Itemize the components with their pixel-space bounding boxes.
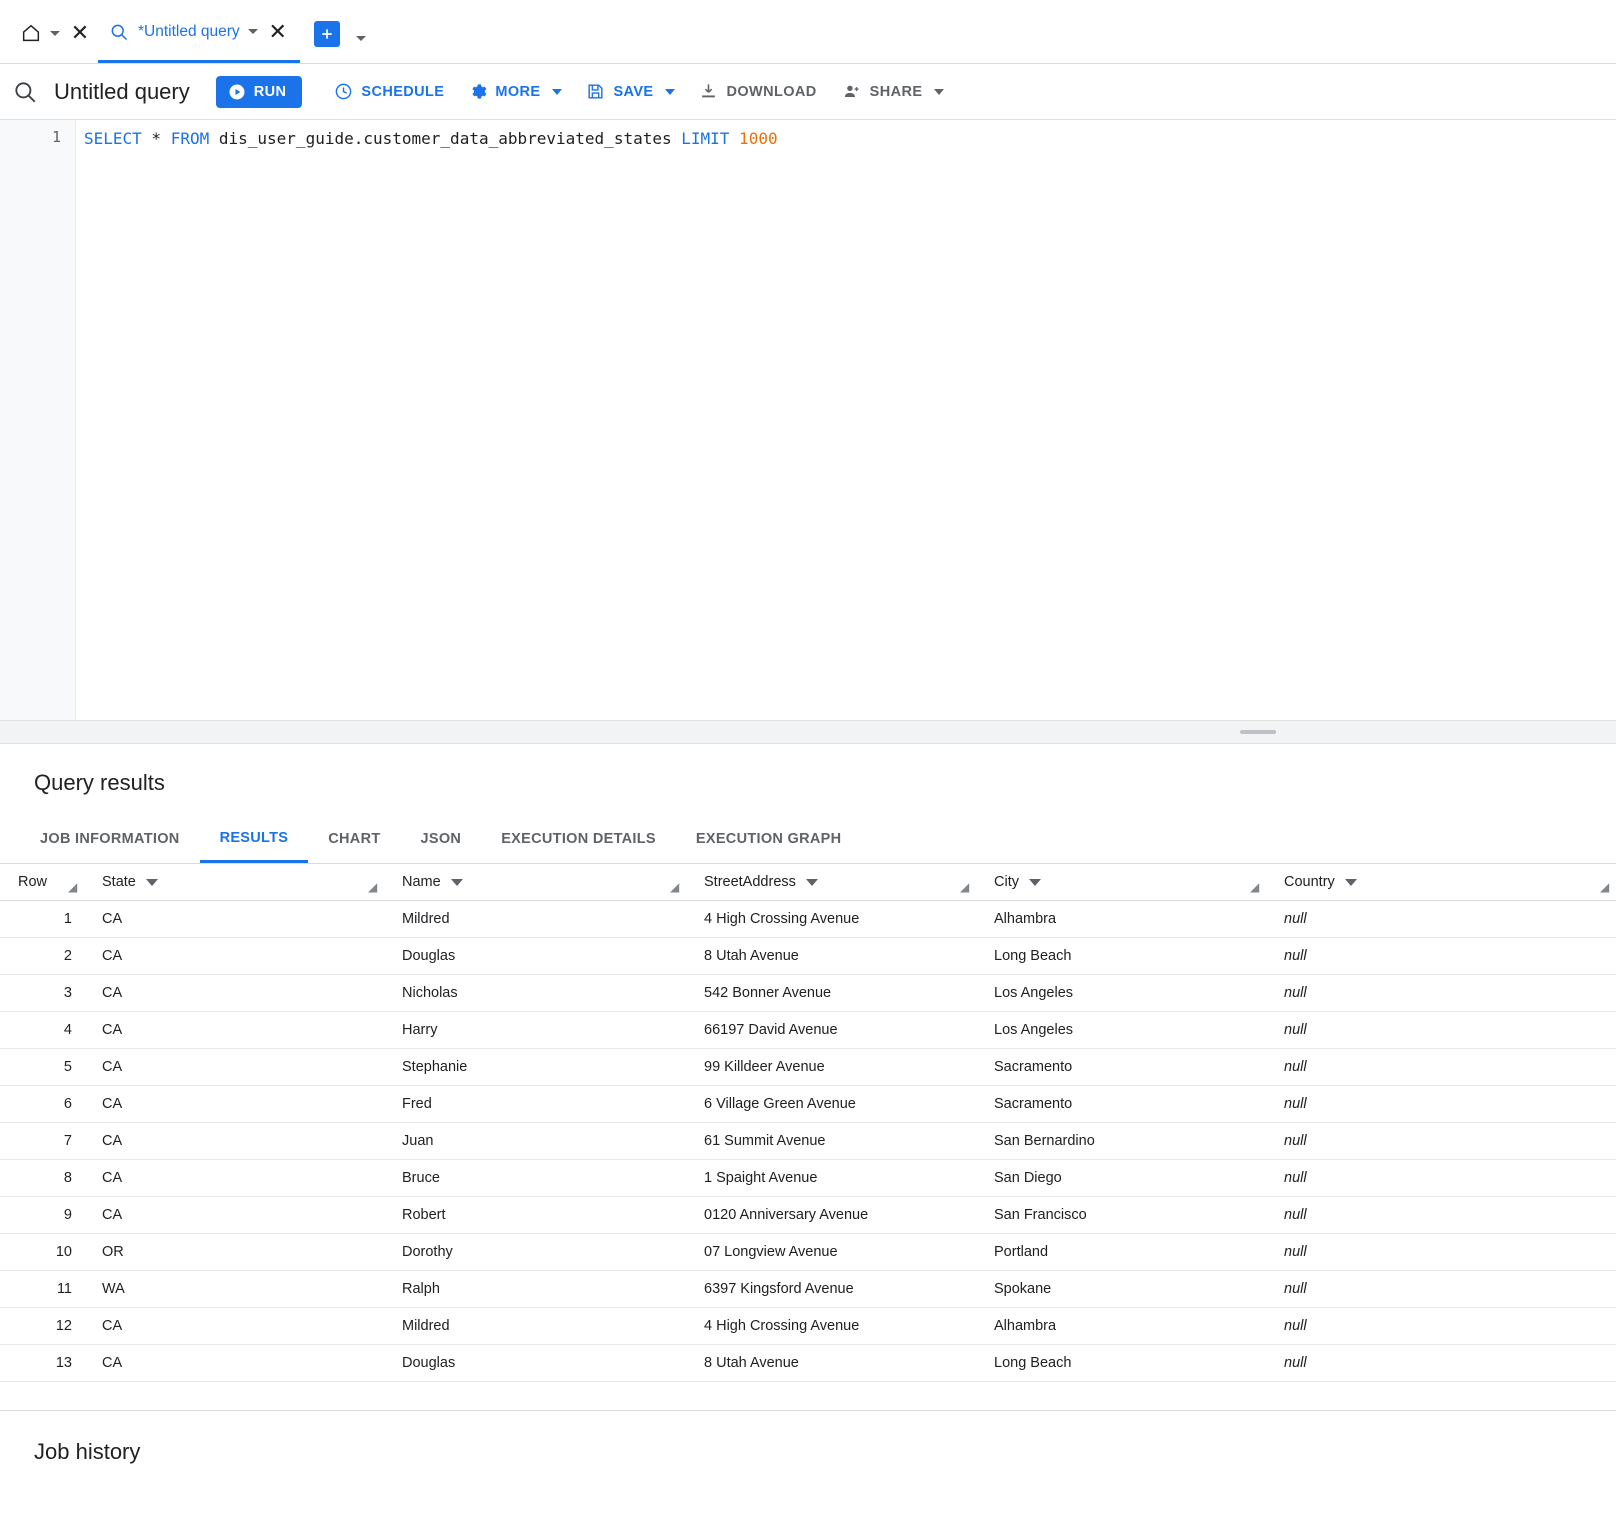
cell-name: Ralph [384, 1271, 686, 1308]
table-row[interactable] [0, 1086, 1616, 1123]
cell-streetaddress: 66197 David Avenue [686, 1012, 976, 1049]
column-header-country-label: Country [1284, 874, 1335, 890]
line-number: 1 [51, 128, 61, 146]
cell-name: Harry [384, 1012, 686, 1049]
schedule-button[interactable] [322, 74, 456, 110]
cell-streetaddress: 99 Killdeer Avenue [686, 1049, 976, 1086]
tab-results[interactable]: RESULTS [200, 815, 309, 863]
cell-name: Mildred [384, 1308, 686, 1345]
editor-line-numbers [0, 120, 76, 720]
page-title: Untitled query [54, 78, 190, 104]
column-header-city[interactable] [976, 864, 1266, 901]
cell-city: San Francisco [976, 1197, 1266, 1234]
tab-job-information[interactable]: JOB INFORMATION [40, 831, 180, 847]
cell-streetaddress: 4 High Crossing Avenue [686, 1308, 976, 1345]
cell-streetaddress: 0120 Anniversary Avenue [686, 1197, 976, 1234]
tab-home[interactable] [8, 3, 98, 63]
sort-caret-icon-state[interactable] [146, 879, 158, 886]
cell-city: Long Beach [976, 938, 1266, 975]
cell-city: Sacramento [976, 1049, 1266, 1086]
cell-row: 11 [0, 1271, 84, 1308]
cell-row: 2 [0, 938, 84, 975]
splitter-handle[interactable] [1240, 730, 1276, 734]
table-row[interactable] [0, 1234, 1616, 1271]
cell-row: 8 [0, 1160, 84, 1197]
cell-streetaddress: 6397 Kingsford Avenue [686, 1271, 976, 1308]
cell-country: null [1266, 1345, 1616, 1382]
cell-country: null [1266, 1308, 1616, 1345]
tab-execution-details[interactable]: EXECUTION DETAILS [501, 831, 656, 847]
cell-streetaddress: 07 Longview Avenue [686, 1234, 976, 1271]
column-header-streetaddress[interactable] [686, 864, 976, 901]
browser-tabstrip [0, 0, 1616, 64]
column-header-streetaddress-label: StreetAddress [704, 874, 796, 890]
share-person-icon [841, 82, 862, 101]
share-button[interactable] [829, 74, 957, 110]
cell-name: Douglas [384, 1345, 686, 1382]
cell-country: null [1266, 1086, 1616, 1123]
cell-row: 1 [0, 901, 84, 938]
cell-name: Bruce [384, 1160, 686, 1197]
cell-row: 10 [0, 1234, 84, 1271]
table-row[interactable] [0, 975, 1616, 1012]
tab-untitled-query[interactable] [98, 3, 300, 63]
cell-name: Robert [384, 1197, 686, 1234]
cell-state: CA [84, 938, 384, 975]
token-star: * [141, 129, 171, 148]
cell-row: 9 [0, 1197, 84, 1234]
cell-country: null [1266, 1123, 1616, 1160]
cell-streetaddress: 8 Utah Avenue [686, 938, 976, 975]
cell-city: Portland [976, 1234, 1266, 1271]
cell-state: CA [84, 1012, 384, 1049]
cell-streetaddress: 4 High Crossing Avenue [686, 901, 976, 938]
job-history-heading: Job history [34, 1439, 141, 1464]
column-header-name-label: Name [402, 874, 441, 890]
results-table [0, 864, 1616, 1382]
column-resizer-city[interactable]: ◢ [1250, 880, 1260, 894]
column-resizer-country[interactable]: ◢ [1600, 880, 1610, 894]
column-header-city-label: City [994, 874, 1019, 890]
sort-caret-icon-name[interactable] [451, 879, 463, 886]
share-label: SHARE [869, 83, 923, 100]
query-icon [108, 21, 130, 43]
home-icon [20, 22, 42, 44]
download-label: DOWNLOAD [726, 83, 817, 100]
download-icon [699, 82, 718, 101]
table-row[interactable] [0, 1345, 1616, 1382]
cell-row: 5 [0, 1049, 84, 1086]
column-resizer-name[interactable]: ◢ [670, 880, 680, 894]
cell-row: 4 [0, 1012, 84, 1049]
cell-city: Spokane [976, 1271, 1266, 1308]
table-row[interactable] [0, 1271, 1616, 1308]
more-label: MORE [495, 83, 541, 100]
column-header-row-label: Row [18, 874, 48, 890]
cell-state: CA [84, 1049, 384, 1086]
cell-state: CA [84, 901, 384, 938]
cell-city: Long Beach [976, 1345, 1266, 1382]
cell-country: null [1266, 975, 1616, 1012]
play-icon [228, 83, 246, 101]
cell-state: OR [84, 1234, 384, 1271]
sort-caret-icon-city[interactable] [1029, 879, 1041, 886]
schedule-label: SCHEDULE [361, 83, 445, 100]
table-row[interactable] [0, 1160, 1616, 1197]
sql-editor[interactable] [0, 120, 1616, 720]
cell-state: WA [84, 1271, 384, 1308]
cell-row: 7 [0, 1123, 84, 1160]
column-resizer-row[interactable]: ◢ [68, 880, 78, 894]
close-icon-home[interactable]: ✕ [70, 20, 90, 45]
table-row[interactable] [0, 1012, 1616, 1049]
cell-name: Stephanie [384, 1049, 686, 1086]
column-header-name[interactable] [384, 864, 686, 901]
chevron-down-icon-save [665, 89, 675, 95]
cell-state: CA [84, 975, 384, 1012]
chevron-down-icon-tabstrip[interactable] [356, 36, 366, 41]
cell-city: Los Angeles [976, 975, 1266, 1012]
chevron-down-icon-more [552, 89, 562, 95]
cell-country: null [1266, 901, 1616, 938]
editor-results-splitter[interactable] [0, 720, 1616, 744]
cell-row: 12 [0, 1308, 84, 1345]
sort-caret-icon-streetaddress[interactable] [806, 879, 818, 886]
query-results-heading: Query results [34, 770, 165, 795]
cell-state: CA [84, 1197, 384, 1234]
table-row[interactable] [0, 1197, 1616, 1234]
cell-streetaddress: 6 Village Green Avenue [686, 1086, 976, 1123]
token-from: FROM [170, 129, 210, 148]
token-table: dis_user_guide.customer_data_abbreviated_states [209, 129, 682, 148]
column-resizer-state[interactable]: ◢ [368, 880, 378, 894]
close-icon-tab[interactable]: ✕ [268, 18, 287, 44]
table-row[interactable] [0, 1123, 1616, 1160]
column-header-state-label: State [102, 874, 136, 890]
cell-row: 13 [0, 1345, 84, 1382]
cell-country: null [1266, 938, 1616, 975]
clock-icon [334, 82, 353, 101]
tab-label: *Untitled query [138, 22, 240, 40]
cell-city: San Diego [976, 1160, 1266, 1197]
cell-country: null [1266, 1160, 1616, 1197]
gear-icon [468, 82, 487, 101]
cell-name: Mildred [384, 901, 686, 938]
new-tab-button[interactable] [314, 21, 340, 47]
cell-country: null [1266, 1197, 1616, 1234]
tab-chart[interactable]: CHART [328, 831, 381, 847]
column-header-row[interactable] [0, 864, 84, 901]
download-button[interactable] [687, 74, 828, 110]
cell-city: Los Angeles [976, 1012, 1266, 1049]
cell-country: null [1266, 1271, 1616, 1308]
cell-row: 6 [0, 1086, 84, 1123]
results-tabs [0, 816, 1616, 864]
cell-name: Douglas [384, 938, 686, 975]
table-row[interactable] [0, 1049, 1616, 1086]
query-toolbar [0, 64, 1616, 120]
column-header-country[interactable] [1266, 864, 1616, 901]
cell-state: CA [84, 1345, 384, 1382]
cell-city: Alhambra [976, 901, 1266, 938]
query-editor-icon [10, 77, 40, 107]
table-row[interactable] [0, 1308, 1616, 1345]
save-icon [586, 82, 605, 101]
cell-name: Juan [384, 1123, 686, 1160]
tab-execution-graph[interactable]: EXECUTION GRAPH [695, 831, 842, 847]
cell-streetaddress: 8 Utah Avenue [686, 1345, 976, 1382]
more-button[interactable] [456, 74, 574, 110]
table-row[interactable] [0, 938, 1616, 975]
cell-streetaddress: 1 Spaight Avenue [686, 1160, 976, 1197]
column-resizer-streetaddress[interactable]: ◢ [960, 880, 970, 894]
cell-country: null [1266, 1012, 1616, 1049]
token-limit-value: 1000 [729, 129, 778, 148]
cell-name: Dorothy [384, 1234, 686, 1271]
cell-country: null [1266, 1234, 1616, 1271]
cell-city: San Bernardino [976, 1123, 1266, 1160]
cell-state: CA [84, 1308, 384, 1345]
chevron-down-icon-home[interactable] [50, 31, 60, 36]
column-header-state[interactable] [84, 864, 384, 901]
run-button-label: RUN [253, 83, 287, 100]
cell-name: Fred [384, 1086, 686, 1123]
table-header-row [0, 864, 1616, 901]
cell-name: Nicholas [384, 975, 686, 1012]
cell-country: null [1266, 1049, 1616, 1086]
cell-state: CA [84, 1086, 384, 1123]
cell-city: Alhambra [976, 1308, 1266, 1345]
save-label: SAVE [613, 83, 654, 100]
sort-caret-icon-country[interactable] [1345, 879, 1357, 886]
tab-json[interactable]: JSON [420, 831, 462, 847]
run-button[interactable] [216, 76, 303, 108]
chevron-down-icon-tab[interactable] [248, 29, 258, 34]
cell-state: CA [84, 1123, 384, 1160]
token-select: SELECT [84, 129, 142, 148]
save-button[interactable] [574, 74, 687, 110]
cell-state: CA [84, 1160, 384, 1197]
cell-row: 3 [0, 975, 84, 1012]
chevron-down-icon-share [934, 89, 944, 95]
cell-streetaddress: 61 Summit Avenue [686, 1123, 976, 1160]
token-limit: LIMIT [681, 129, 730, 148]
cell-city: Sacramento [976, 1086, 1266, 1123]
table-row[interactable] [0, 901, 1616, 938]
cell-streetaddress: 542 Bonner Avenue [686, 975, 976, 1012]
editor-code-area[interactable] [76, 120, 1616, 720]
